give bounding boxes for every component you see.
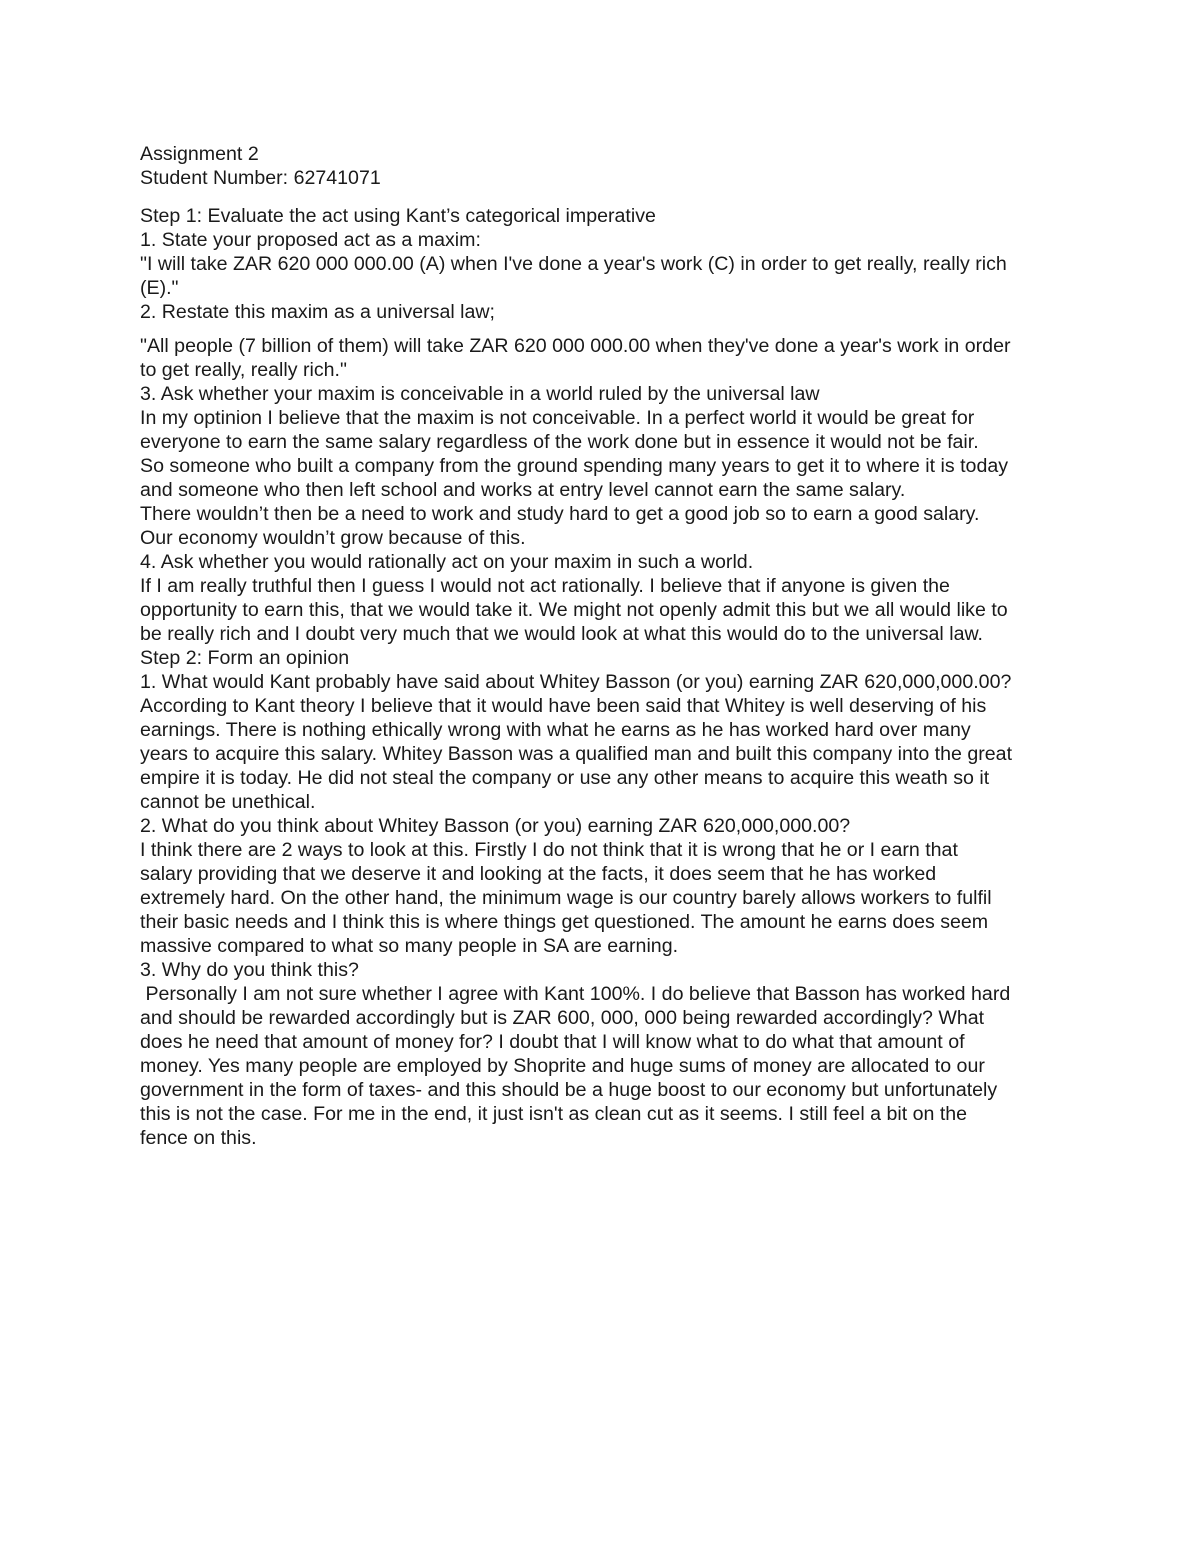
text-line: According to Kant theory I believe that it would have been said that Whitey is well deserving of his (140, 695, 987, 717)
text-line: Step 1: Evaluate the act using Kant’s categorical imperative (140, 205, 656, 227)
text-line: their basic needs and I think this is where things get questioned. The amount he earns does seem (140, 911, 989, 933)
text-line: empire it is today. He did not steal the company or use any other means to acquire this weath so it (140, 767, 990, 789)
text-line: be really rich and I doubt very much that we would look at what this would do to the universal law. (140, 623, 983, 645)
text-line: everyone to earn the same salary regardless of the work done but in essence it would not be fair. (140, 431, 979, 453)
text-line: fence on this. (140, 1127, 257, 1149)
text-line: to get really, really rich." (140, 359, 347, 381)
text-line: 2. Restate this maxim as a universal law; (140, 301, 496, 323)
document-main-text (140, 334, 1070, 1150)
text-line: massive compared to what so many people in SA are earning. (140, 935, 679, 957)
text-line: earnings. There is nothing ethically wrong with what he earns as he has worked hard over many (140, 719, 971, 741)
text-line: and someone who then left school and works at entry level cannot earn the same salary. (140, 479, 906, 501)
text-line: There wouldn’t then be a need to work and study hard to get a good job so to earn a good salary. (140, 503, 980, 525)
text-line: "I will take ZAR 620 000 000.00 (A) when I've done a year's work (C) in order to get really, really rich (140, 253, 1007, 275)
text-line: So someone who built a company from the ground spending many years to get it to where it is today (140, 455, 1009, 477)
text-line: 3. Why do you think this? (140, 959, 359, 981)
text-line: money. Yes many people are employed by Shoprite and huge sums of money are allocated to our (140, 1055, 985, 1077)
text-line: 1. State your proposed act as a maxim: (140, 229, 481, 251)
text-line: Personally I am not sure whether I agree with Kant 100%. I do believe that Basson has worked hard (140, 983, 1011, 1005)
text-line: "All people (7 billion of them) will take ZAR 620 000 000.00 when they've done a year's work in order (140, 335, 1011, 357)
text-line: this is not the case. For me in the end, it just isn't as clean cut as it seems. I still feel a bit on the (140, 1103, 968, 1125)
assignment-title: Assignment 2 (140, 143, 259, 165)
step1-intro (140, 204, 1070, 324)
student-number: Student Number: 62741071 (140, 167, 381, 189)
spacer (140, 190, 1070, 204)
text-line: 2. What do you think about Whitey Basson (or you) earning ZAR 620,000,000.00? (140, 815, 851, 837)
text-line: Our economy wouldn’t grow because of this. (140, 527, 526, 549)
text-line: 1. What would Kant probably have said about Whitey Basson (or you) earning ZAR 620,000,000.00? (140, 671, 1012, 693)
text-line: 4. Ask whether you would rationally act on your maxim in such a world. (140, 551, 754, 573)
text-line: and should be rewarded accordingly but is ZAR 600, 000, 000 being rewarded accordingly? What (140, 1007, 985, 1029)
text-line: years to acquire this salary. Whitey Basson was a qualified man and built this company into the great (140, 743, 1013, 765)
text-line: does he need that amount of money for? I doubt that I will know what to do what that amount of (140, 1031, 965, 1053)
spacer (140, 324, 1070, 334)
text-line: 3. Ask whether your maxim is conceivable in a world ruled by the universal law (140, 383, 820, 405)
text-line: In my optinion I believe that the maxim is not conceivable. In a perfect world it would be great for (140, 407, 975, 429)
text-line: opportunity to earn this, that we would take it. We might not openly admit this but we all would like to (140, 599, 1008, 621)
text-line: I think there are 2 ways to look at this. Firstly I do not think that it is wrong that he or I earn that (140, 839, 958, 861)
document-body (140, 142, 1070, 1150)
text-line: cannot be unethical. (140, 791, 316, 813)
text-line: (E)." (140, 277, 179, 299)
document-header (140, 142, 1070, 190)
text-line: If I am really truthful then I guess I would not act rationally. I believe that if anyone is given the (140, 575, 950, 597)
text-line: government in the form of taxes- and this should be a huge boost to our economy but unfortunately (140, 1079, 998, 1101)
text-line: salary providing that we deserve it and looking at the facts, it does seem that he has worked (140, 863, 937, 885)
text-line: extremely hard. On the other hand, the minimum wage is our country barely allows workers to fulfil (140, 887, 992, 909)
text-line: Step 2: Form an opinion (140, 647, 350, 669)
